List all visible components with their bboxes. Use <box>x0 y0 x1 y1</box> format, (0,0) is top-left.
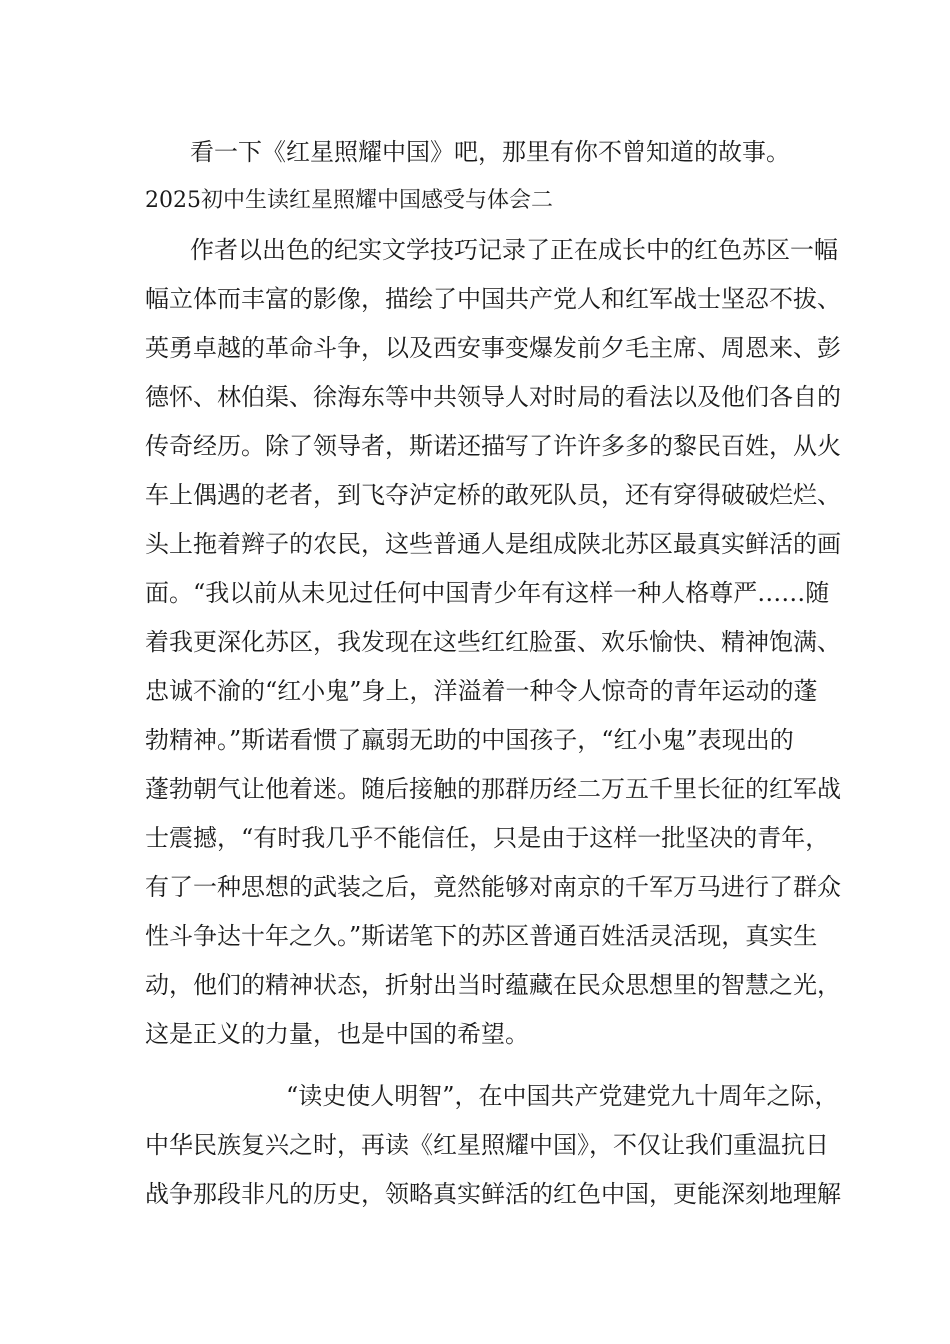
section-title: 2025初中生读红星照耀中国感受与体会二 <box>145 188 553 213</box>
paragraph-line: 士震撼，“有时我几乎不能信任，只是由于这样一批坚决的青年， <box>145 824 830 852</box>
paragraph-line: 性斗争达十年之久。”斯诺笔下的苏区普通百姓活灵活现，真实生 <box>145 922 818 950</box>
paragraph-line: 着我更深化苏区，我发现在这些红红脸蛋、欢乐愉快、精神饱满、 <box>145 628 841 656</box>
paragraph-line: 车上偶遇的老者，到飞夺泸定桥的敢死队员，还有穿得破破烂烂、 <box>145 481 841 509</box>
paragraph-line: 蓬勃朝气让他着迷。随后接触的那群历经二万五千里长征的红军战 <box>145 775 841 803</box>
opening-line: 看一下《红星照耀中国》吧，那里有你不曾知道的故事。 <box>190 138 790 166</box>
paragraph-line: 面。“我以前从未见过任何中国青少年有这样一种人格尊严……随 <box>145 579 830 607</box>
paragraph-line: 这是正义的力量，也是中国的希望。 <box>145 1020 529 1048</box>
paragraph-line: 头上拖着辫子的农民，这些普通人是组成陕北苏区最真实鲜活的画 <box>145 530 841 558</box>
paragraph-line: 动，他们的精神状态，折射出当时蕴藏在民众思想里的智慧之光， <box>145 971 841 999</box>
paragraph-line: 勃精神。”斯诺看惯了羸弱无助的中国孩子，“红小鬼”表现出的 <box>145 726 794 754</box>
paragraph-line: 有了一种思想的武装之后，竟然能够对南京的千军万马进行了群众 <box>145 873 841 901</box>
paragraph-line: 作者以出色的纪实文学技巧记录了正在成长中的红色苏区一幅 <box>190 236 838 264</box>
paragraph-line: 传奇经历。除了领导者，斯诺还描写了许许多多的黎民百姓，从火 <box>145 432 841 460</box>
paragraph-line: 德怀、林伯渠、徐海东等中共领导人对时局的看法以及他们各自的 <box>145 383 841 411</box>
paragraph-line: 英勇卓越的革命斗争，以及西安事变爆发前夕毛主席、周恩来、彭 <box>145 334 841 362</box>
paragraph-line: “读史使人明智”，在中国共产党建党九十周年之际， <box>286 1082 839 1110</box>
paragraph-line: 幅立体而丰富的影像，描绘了中国共产党人和红军战士坚忍不拔、 <box>145 285 841 313</box>
paragraph-line: 中华民族复兴之时，再读《红星照耀中国》，不仅让我们重温抗日 <box>145 1131 829 1159</box>
paragraph-line: 忠诚不渝的“红小鬼”身上，洋溢着一种令人惊奇的青年运动的蓬 <box>145 677 818 705</box>
paragraph-line: 战争那段非凡的历史，领略真实鲜活的红色中国，更能深刻地理解 <box>145 1180 841 1208</box>
